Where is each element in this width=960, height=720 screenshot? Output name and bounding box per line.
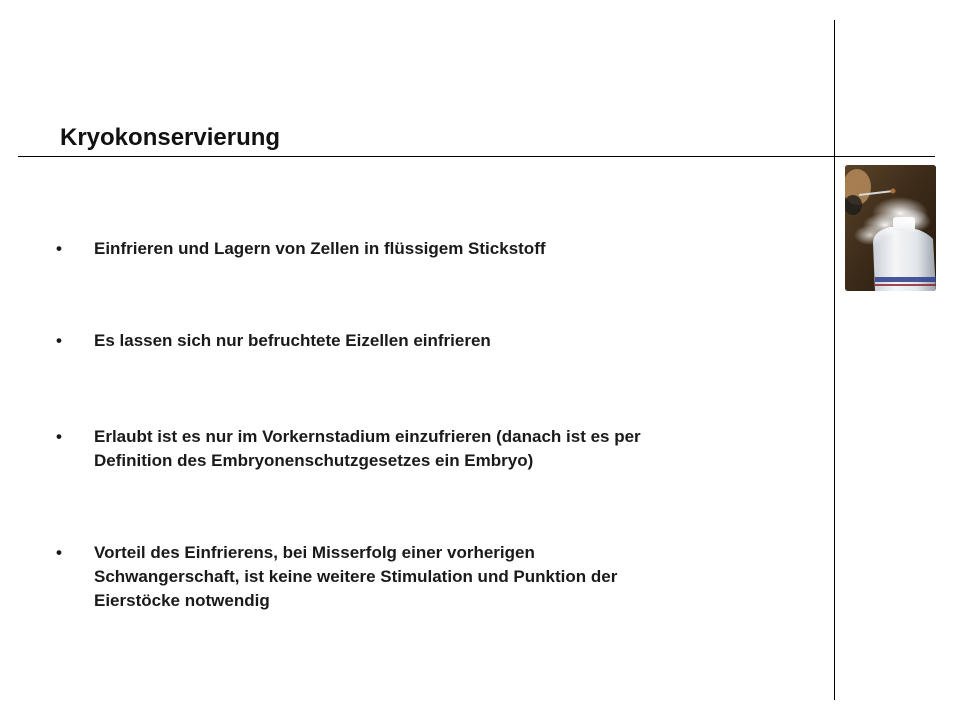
bullet-line: Erlaubt ist es nur im Vorkernstadium einzufrieren (danach ist es per: [94, 427, 641, 446]
bullet-text: [94, 541, 796, 613]
vertical-divider: [834, 20, 835, 700]
bullet-marker: •: [56, 331, 62, 350]
bullet-line: Einfrieren und Lagern von Zellen in flüssigem Stickstoff: [94, 239, 546, 258]
bullet-line: Es lassen sich nur befruchtete Eizellen einfrieren: [94, 331, 491, 350]
bullet-marker: •: [56, 427, 62, 446]
slide-title: Kryokonservierung: [60, 124, 281, 151]
bullet-text: [94, 425, 796, 473]
bullet-line: Definition des Embryonenschutzgesetzes ein Embryo): [94, 451, 534, 470]
bullet-item-3: [56, 425, 796, 473]
bullet-text: [94, 329, 796, 353]
title-underline: [18, 156, 935, 157]
bullet-line: Vorteil des Einfrierens, bei Misserfolg einer vorherigen: [94, 543, 535, 562]
bullet-item-1: [56, 237, 796, 261]
bullet-item-2: [56, 329, 796, 353]
bullet-line: Schwangerschaft, ist keine weitere Stimulation und Punktion der: [94, 567, 618, 586]
bullet-text: [94, 237, 796, 261]
bullet-marker: •: [56, 543, 62, 562]
bullet-marker: •: [56, 239, 62, 258]
cryo-tank-photo: [845, 165, 936, 291]
bullet-line: Eierstöcke notwendig: [94, 591, 270, 610]
cryo-tank-illustration: [845, 165, 936, 291]
bullet-item-4: [56, 541, 796, 613]
